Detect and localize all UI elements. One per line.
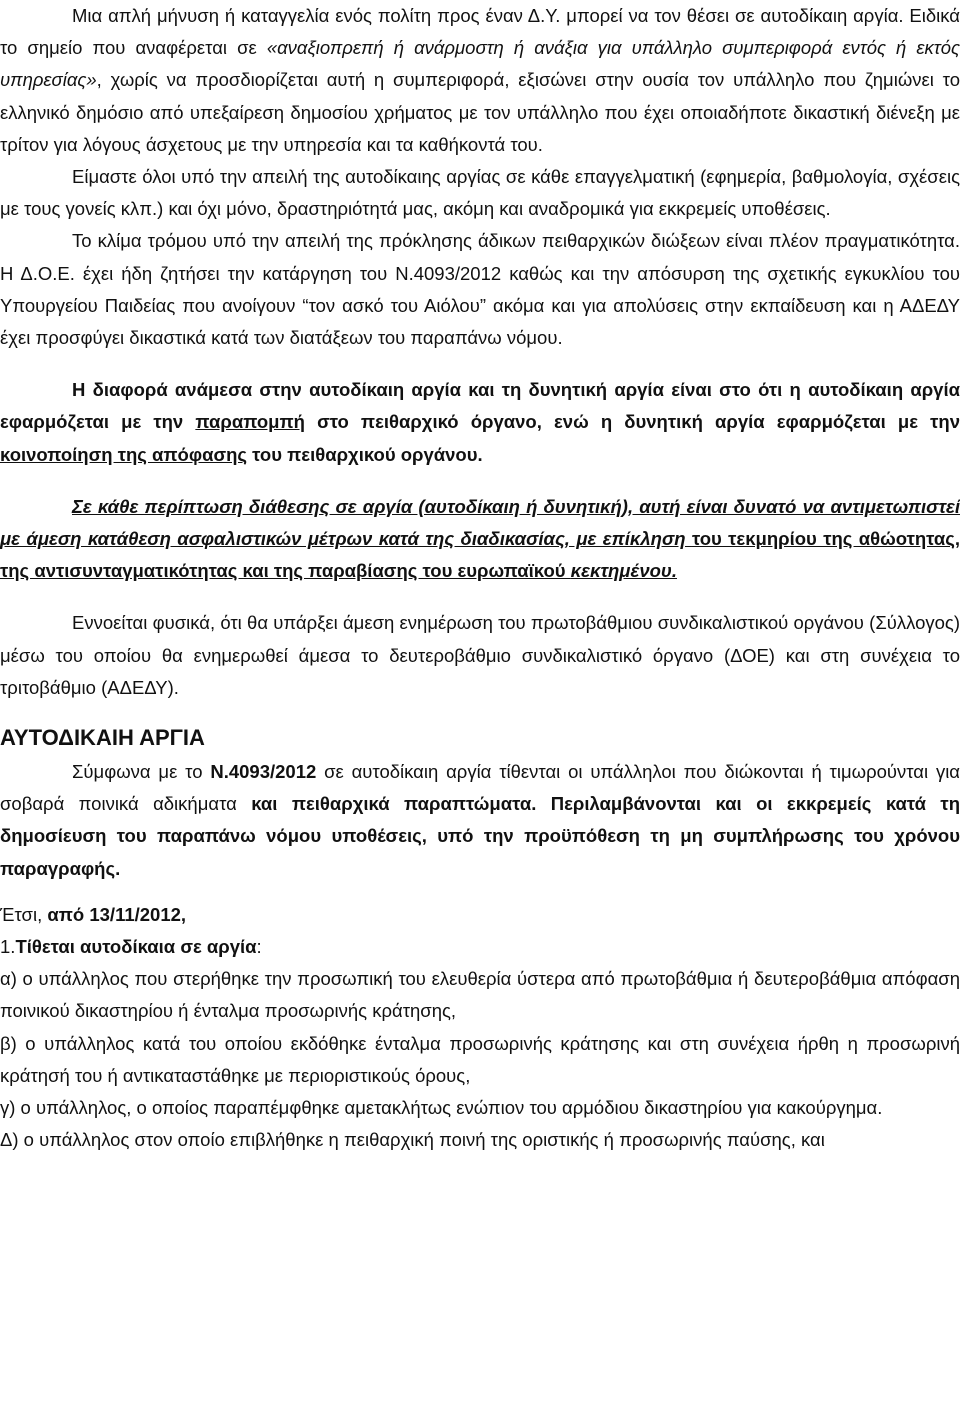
list-item: γ) ο υπάλληλος, ο οποίος παραπέμφθηκε αμετακλήτως ενώπιον του αρμόδιου δικαστηρίου για κακούργημα. (0, 1097, 883, 1119)
emphasis-text: κεκτημένου. (570, 560, 677, 582)
underlined-text: κοινοποίηση της απόφασης (0, 443, 248, 465)
list-item: β) ο υπάλληλος κατά του οποίου εκδόθηκε ένταλμα προσωρινής κράτησης και στη συνέχεια ήρθη η προσωρινή κράτησή του ή αντικαταστάθηκε με περιοριστικούς όρους, (0, 1032, 960, 1086)
paragraph-notification: Εννοείται φυσικά, ότι θα υπάρξει άμεση ενημέρωση του πρωτοβάθμιου συνδικαλιστικού οργάνου (Σύλλογος) μέσω του οποίου θα ενημερωθεί άμεσα το δευτεροβάθμιο συνδικαλιστικό όργανο (ΔΟΕ) και στη συνέχεια το τριτοβάθμιο (ΑΔΕΔΥ). (0, 612, 960, 698)
text: , χωρίς να προσδιορίζεται αυτή η συμπεριφορά, εξισώνει στην ουσία τον υπάλληλο που ζημιώνει το ελληνικό δημόσιο από υπεξαίρεση δημοσίου χρήματος με τον υπάλληλο που έχει οποιαδήποτε δικαστική διένεξη με τρίτον για λόγους άσχετους με την υπηρεσία και τα καθήκοντά του. (0, 69, 960, 155)
text: σε αυτοδίκαιη αργία τίθενται οι υπάλληλοι που διώκονται ή τιμωρούνται για σοβαρά ποινικά αδικήματα (0, 761, 960, 815)
emphasis-text: Τίθεται αυτοδίκαια σε αργία (15, 936, 257, 958)
text: 1. (0, 936, 16, 958)
paragraph-date (0, 899, 960, 931)
paragraph-suspension-complaint (0, 0, 960, 161)
text: του πειθαρχικού οργάνου. (247, 443, 483, 465)
text: : (256, 936, 262, 958)
paragraph-list-heading (0, 931, 960, 963)
emphasis-text: Σε κάθε περίπτωση διάθεσης σε αργία (αυτοδίκαιη ή δυνητική), αυτή είναι δυνατό να αντιμετωπιστεί με άμεση κατάθεση ασφαλιστικών μέτρων κατά της διαδικασίας, με επίκληση (0, 495, 960, 550)
paragraph-remedy (0, 491, 960, 588)
text: Σύμφωνα με το (72, 761, 211, 783)
paragraph-difference (0, 374, 960, 471)
date-text: από 13/11/2012, (47, 903, 187, 925)
section-heading: ΑΥΤΟΔΙΚΑΙΗ ΑΡΓΙΑ (0, 725, 205, 751)
list-item: Δ) ο υπάλληλος στον οποίο επιβλήθηκε η πειθαρχική ποινή της οριστικής ή προσωρινής παύσης, και (0, 1129, 825, 1151)
quoted-text: «αναξιοπρεπή ή ανάρμοστη ή ανάξια για υπάλληλο συμπεριφορά εντός ή εκτός υπηρεσίας» (0, 37, 960, 91)
underlined-text: παραπομπή (195, 411, 305, 433)
text: Μια απλή μήνυση ή καταγγελία ενός πολίτη προς έναν Δ.Υ. μπορεί να τον θέσει σε αυτοδίκαιη αργία. Ειδικά το σημείο που αναφέρεται σε (0, 5, 960, 59)
text: Η διαφορά ανάμεσα στην αυτοδίκαιη αργία και τη δυνητική αργία είναι στο ότι η αυτοδίκαιη αργία εφαρμόζεται με την (0, 379, 960, 433)
paragraph-climate: Το κλίμα τρόμου υπό την απειλή της πρόκλησης άδικων πειθαρχικών διώξεων είναι πλέον πραγματικότητα. Η Δ.Ο.Ε. έχει ήδη ζητήσει την κατάργηση του Ν.4093/2012 καθώς και την απόσυρση της σχετικής εγκυκλίου του Υπουργείου Παιδείας που ανοίγουν “τον ασκό του Αιόλου” ακόμα και για απολύσεις στην εκπαίδευση και η ΑΔΕΔΥ έχει προσφύγει δικαστικά κατά των διατάξεων του παραπάνω νόμου. (0, 230, 960, 349)
law-reference: Ν.4093/2012 (210, 761, 317, 783)
text: Έτσι, (0, 903, 48, 925)
list-item: α) ο υπάλληλος που στερήθηκε την προσωπική του ελευθερία ύστερα από πρωτοβάθμια ή δευτεροβάθμια απόφαση ποινικού δικαστηρίου ή ένταλμα προσωρινής κράτησης, (0, 968, 960, 1022)
paragraph-threat: Είμαστε όλοι υπό την απειλή της αυτοδίκαιης αργίας σε κάθε επαγγελματική (εφημερία, βαθμολογία, σχέσεις με τους γονείς κλπ.) και όχι μόνο, δραστηριότητά μας, ακόμη και αναδρομικά για εκκρεμείς υποθέσεις. (0, 166, 960, 220)
emphasis-text: και πειθαρχικά παραπτώματα. Περιλαμβάνονται και οι εκκρεμείς κατά τη δημοσίευση του παραπάνω νόμου υποθέσεις, υπό την προϋπόθεση τη μη συμπλήρωσης του χρόνου παραγραφής. (0, 793, 960, 879)
emphasis-text: του τεκμηρίου της αθώοτητας, της αντισυνταγματικότητας και της παραβίασης του ευρωπαϊκού (0, 528, 960, 582)
text: στο πειθαρχικό όργανο, ενώ η δυνητική αργία εφαρμόζεται με την (304, 411, 960, 433)
paragraph-law (0, 756, 960, 885)
